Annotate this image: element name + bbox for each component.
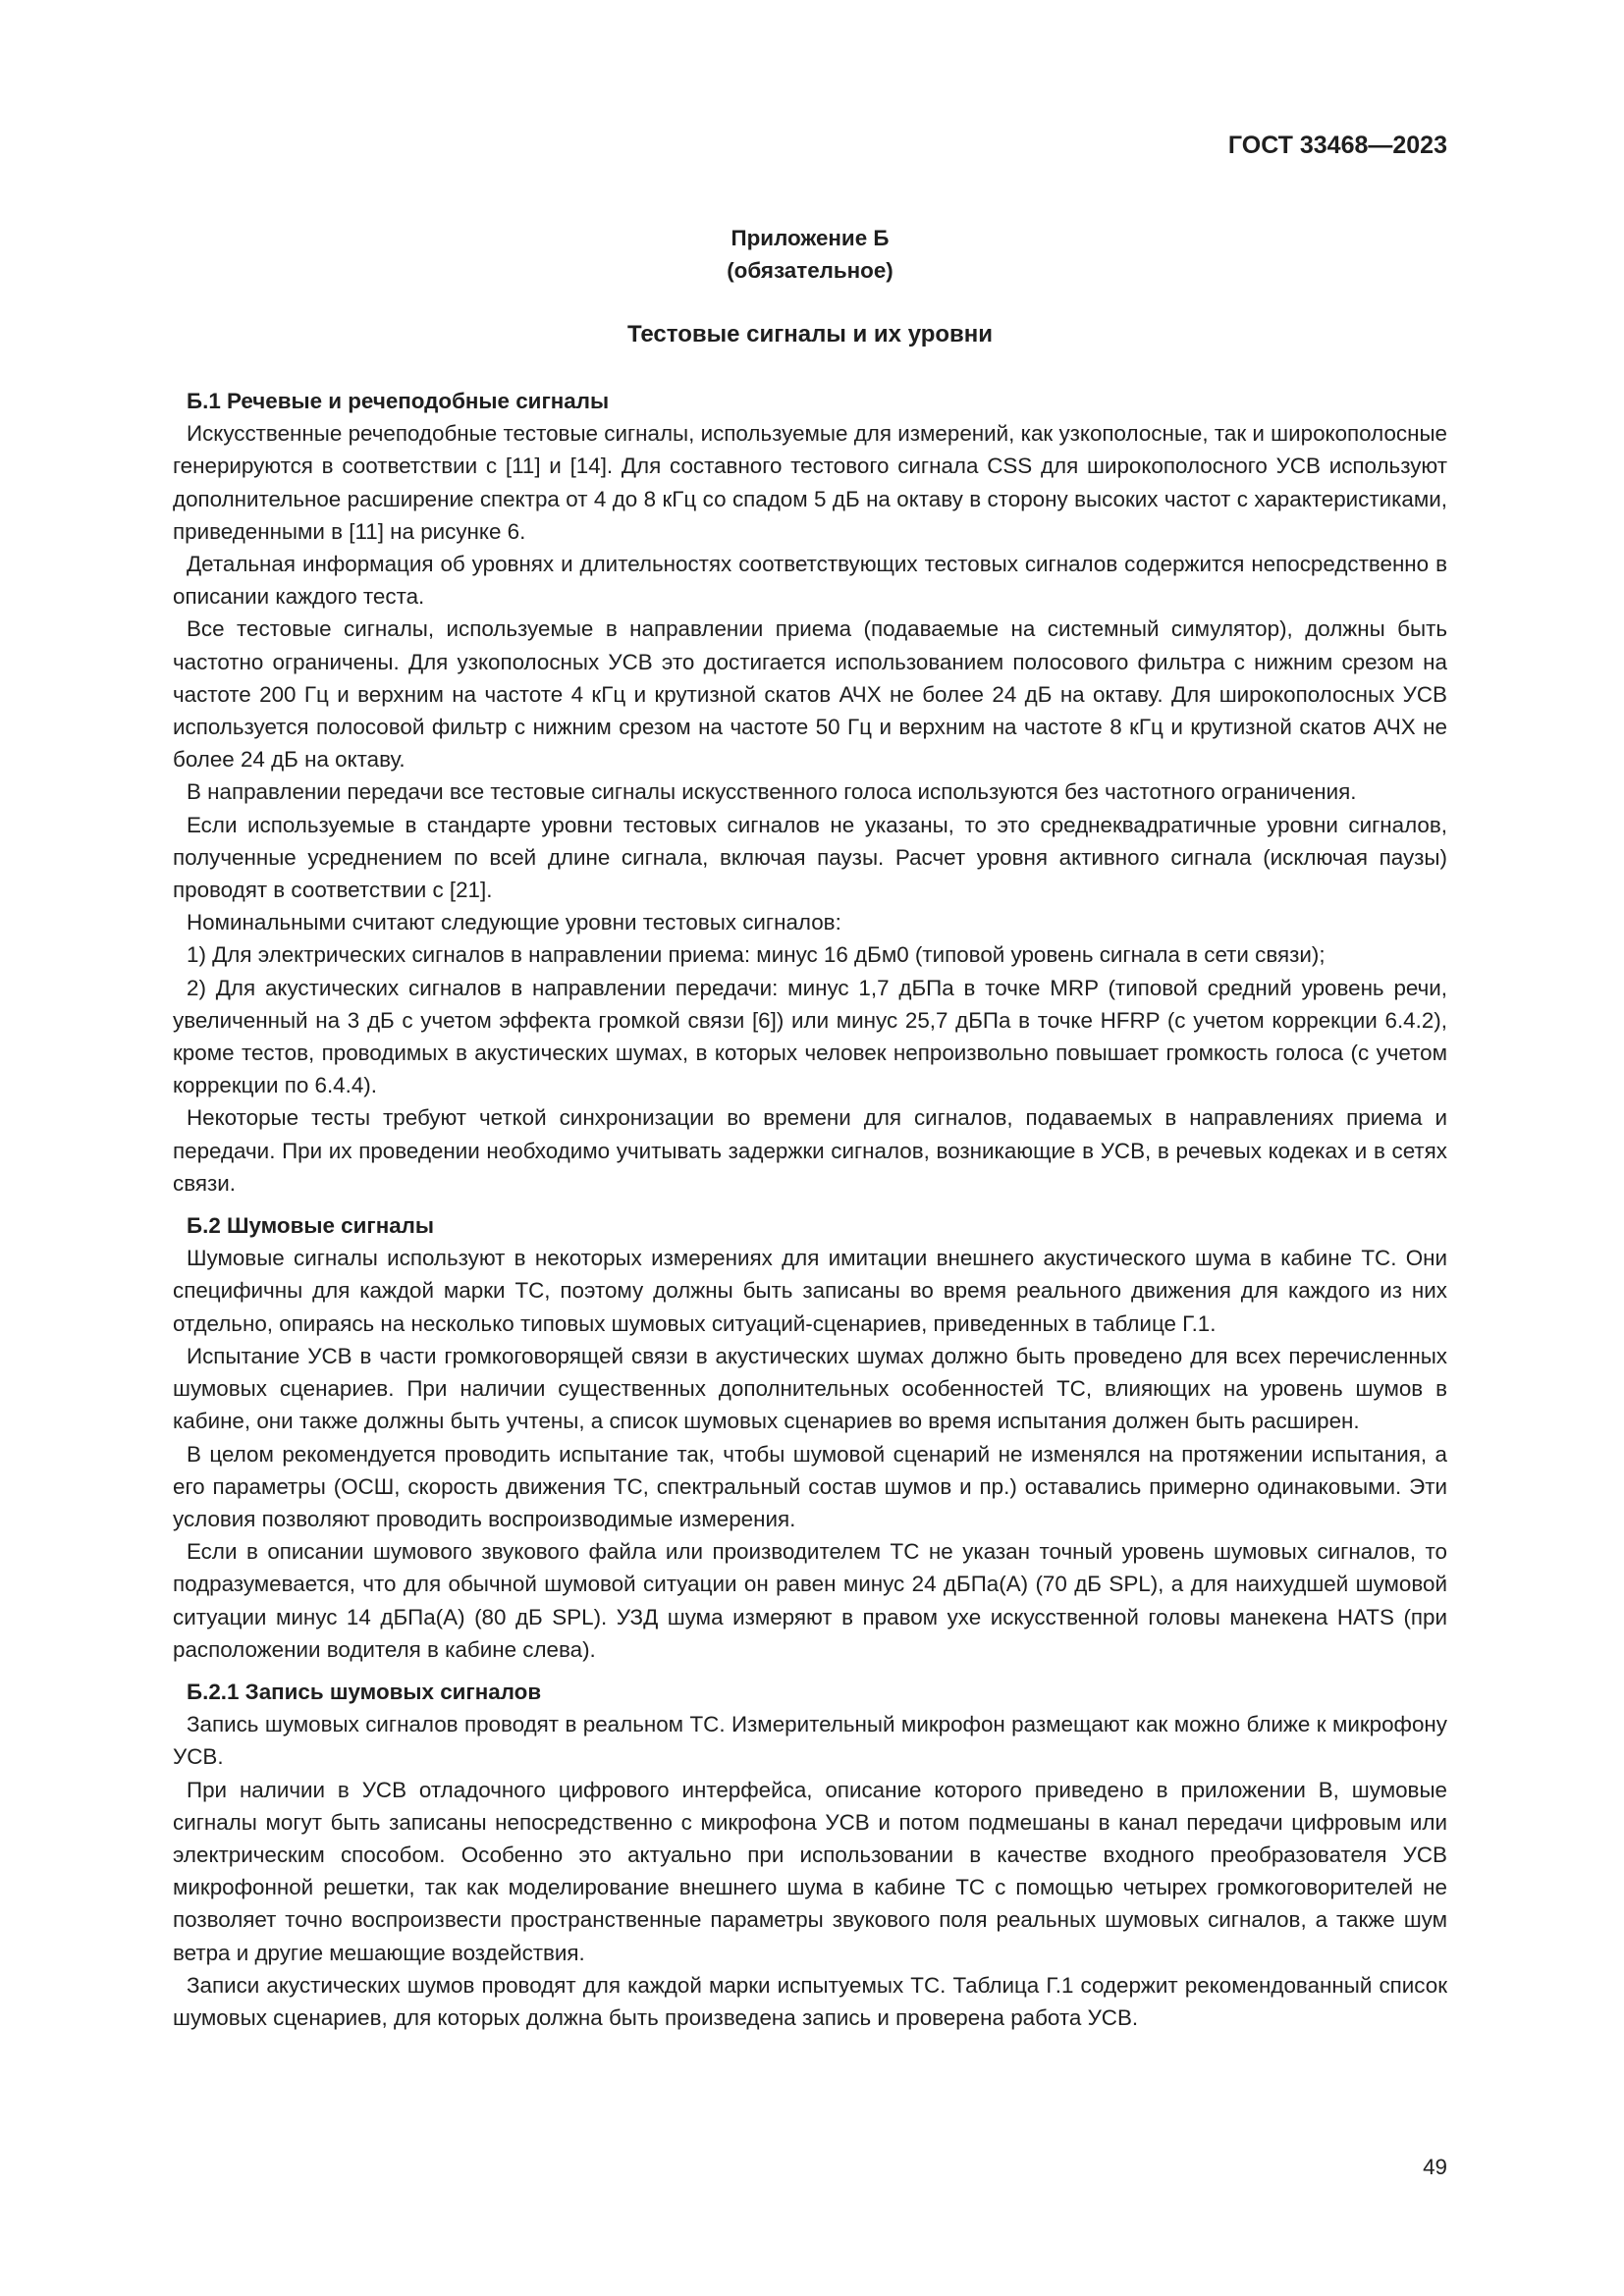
section-heading-b1: Б.1 Речевые и речеподобные сигналы [187,389,610,413]
appendix-status: (обязательное) [727,258,893,283]
paragraph: Номинальными считают следующие уровни тестовых сигналов: [187,910,841,935]
paragraph: Шумовые сигналы используют в некоторых измерениях для имитации внешнего акустического шума в кабине ТС. Они специфичны для каждой марки ТС, поэтому должны быть записаны во время реального движения для каждого из них отдельно, опираясь на несколько типовых шумовых ситуаций-сценариев, приведенных в таблице Г.1. [173,1246,1447,1336]
page-content [173,126,1447,2034]
section-heading-b21: Б.2.1 Запись шумовых сигналов [187,1679,542,1704]
paragraph: Искусственные речеподобные тестовые сигналы, используемые для измерений, как узкополосные, так и широкополосные генерируются в соответствии с [11] и [14]. Для составного тестового сигнала CSS для широкополосного УСВ используют дополнительное расширение спектра от 4 до 8 кГц со спадом 5 дБ на октаву в сторону высоких частот с характеристиками, приведенными в [11] на рисунке 6. [173,421,1447,544]
page-number: 49 [1423,2155,1447,2179]
paragraph: Запись шумовых сигналов проводят в реальном ТС. Измерительный микрофон размещают как можно ближе к микрофону УСВ. [173,1712,1447,1770]
paragraph: В целом рекомендуется проводить испытание так, чтобы шумовой сценарий не изменялся на протяжении испытания, а его параметры (ОСШ, скорость движения ТС, спектральный состав шумов и пр.) оставались примерно одинаковыми. Эти условия позволяют проводить воспроизводимые измерения. [173,1441,1447,1531]
list-item: 1) Для электрических сигналов в направлении приема: минус 16 дБм0 (типовой уровень сигнала в сети связи); [187,942,1326,968]
section-heading-b2: Б.2 Шумовые сигналы [187,1213,435,1239]
paragraph: Если используемые в стандарте уровни тестовых сигналов не указаны, то это среднеквадратичные уровни сигналов, полученные усреднением по всей длине сигнала, включая паузы. Расчет уровня активного сигнала (исключая паузы) проводят в соответствии с [21]. [173,812,1447,903]
paragraph: Все тестовые сигналы, используемые в направлении приема (подаваемые на системный симулятор), должны быть частотно ограничены. Для узкополосных УСВ это достигается использованием полосового фильтра с нижним срезом на частоте 200 Гц и верхним на частоте 4 кГц и крутизной скатов АЧХ не более 24 дБ на октаву. Для широкополосных УСВ используется полосовой фильтр с нижним срезом на частоте 50 Гц и верхним на частоте 8 кГц и крутизной скатов АЧХ не более 24 дБ на октаву. [173,616,1447,773]
paragraph: Детальная информация об уровнях и длительностях соответствующих тестовых сигналов содержится непосредственно в описании каждого теста. [173,552,1447,610]
appendix-label: Приложение Б [731,226,890,250]
paragraph: Испытание УСВ в части громкоговорящей связи в акустических шумах должно быть проведено для всех перечисленных шумовых сценариев. При наличии существенных дополнительных особенностей ТС, влияющих на уровень шумов в кабине, они также должны быть учтены, а список шумовых сценариев во время испытания должен быть расширен. [173,1343,1447,1434]
paragraph: Если в описании шумового звукового файла или производителем ТС не указан точный уровень шумовых сигналов, то подразумевается, что для обычной шумовой ситуации он равен минус 24 дБПа(A) (70 дБ SPL), а для наихудшей шумовой ситуации минус 14 дБПа(A) (80 дБ SPL). УЗД шума измеряют в правом ухе искусственной головы манекена HATS (при расположении водителя в кабине слева). [173,1539,1447,1662]
paragraph: При наличии в УСВ отладочного цифрового интерфейса, описание которого приведено в приложении В, шумовые сигналы могут быть записаны непосредственно с микрофона УСВ и потом подмешаны в канал передачи цифровым или электрическим способом. Особенно это актуально при использовании в качестве входного преобразователя УСВ микрофонной решетки, так как моделирование внешнего шума в кабине ТС с помощью четырех громкоговорителей не позволяет точно воспроизвести пространственные параметры звукового поля реальных шумовых сигналов, а также шум ветра и другие мешающие воздействия. [173,1777,1447,1965]
paragraph: Записи акустических шумов проводят для каждой марки испытуемых ТС. Таблица Г.1 содержит рекомендованный список шумовых сценариев, для которых должна быть произведена запись и проверена работа УСВ. [173,1972,1447,2030]
appendix-title: Тестовые сигналы и их уровни [626,321,994,347]
list-item: 2) Для акустических сигналов в направлении передачи: минус 1,7 дБПа в точке MRP (типовой средний уровень речи, увеличенный на 3 дБ с учетом эффекта громкой связи [6]) или минус 25,7 дБПа в точке HFRP (с учетом коррекции 6.4.2), кроме тестов, проводимых в акустических шумах, в которых человек непроизвольно повышает громкость голоса (с учетом коррекции по 6.4.4). [173,975,1447,1098]
standard-header: ГОСТ 33468—2023 [1227,132,1447,159]
paragraph: Некоторые тесты требуют четкой синхронизации во времени для сигналов, подаваемых в направлениях приема и передачи. При их проведении необходимо учитывать задержки сигналов, возникающие в УСВ, в речевых кодеках и в сетях связи. [173,1105,1447,1196]
paragraph: В направлении передачи все тестовые сигналы искусственного голоса используются без частотного ограничения. [187,779,1357,805]
